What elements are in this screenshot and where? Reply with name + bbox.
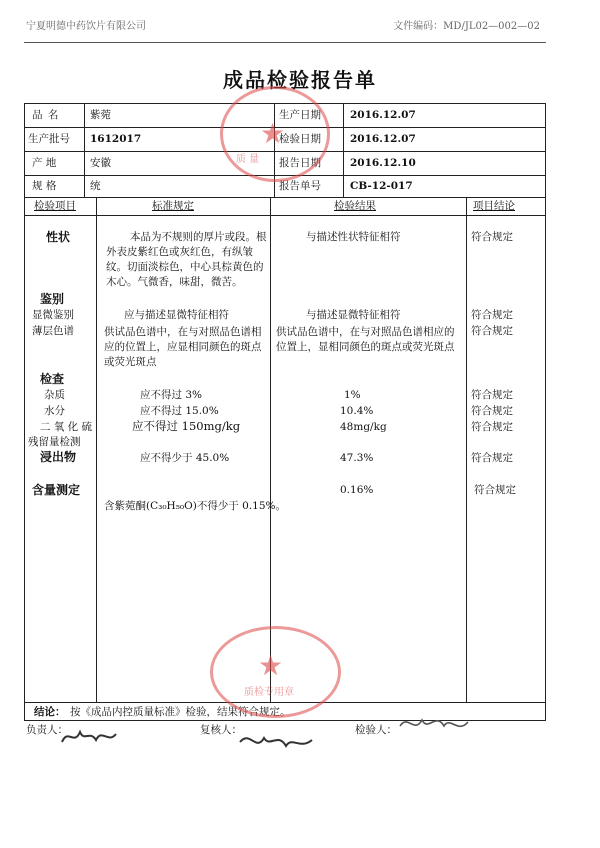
inspector-signature [398,710,470,743]
batch-label: 生产批号 [28,133,70,145]
owner-label: 负责人： [26,724,68,736]
stamp-star-icon: ★ [258,649,284,682]
reviewer-label: 复核人： [200,724,242,736]
batch-value: 1612017 [90,133,142,145]
impurity-label: 杂质 [44,389,65,401]
col-result: 检验结果 [334,200,376,212]
so2-standard: 应不得过 150mg/kg [132,419,241,433]
report-date-value: 2016.12.10 [350,157,416,169]
test-date-value: 2016.12.07 [350,133,416,145]
character-standard: 本品为不规则的厚片或段。根外表皮紫红色或灰红色，有纵皱纹。切面淡棕色，中心具棕黄色的木心。气微香，味甜，微苦。 [106,231,267,288]
spec-value: 统 [90,180,101,192]
extract-result: 47.3% [340,452,374,464]
stamp-star-icon: ★ [260,117,286,150]
inspector-label: 检验人： [355,724,397,736]
tlc-label: 薄层色谱 [32,325,74,337]
prod-date-value: 2016.12.07 [350,109,416,121]
tlc-standard: 供试品色谱中，在与对照品色谱相应的位置上，应显相同颜色的斑点或荧光斑点 [104,326,262,368]
character-label: 性状 [46,230,71,244]
conclusion-text: 按《成品内控质量标准》检验，结果符合规定。 [70,706,291,718]
so2-result: 48mg/kg [340,421,387,433]
name-value: 紫菀 [90,109,111,121]
assay-conclusion: 符合规定 [474,484,516,496]
microscopy-label: 显微鉴别 [32,309,74,321]
check-label: 检查 [40,372,65,386]
report-no-label: 报告单号 [279,180,321,192]
tlc-result: 供试品色谱中，在与对照品色谱相应的位置上，显相同颜色的斑点或荧光斑点 [276,326,455,353]
water-label: 水分 [44,405,65,417]
report-date-label: 报告日期 [279,157,321,169]
tlc-conclusion: 符合规定 [471,325,513,337]
conclusion-label: 结论： [34,706,66,718]
assay-label: 含量测定 [32,483,81,497]
so2-label-line1: 二 氧 化 硫 [40,421,93,433]
col-item: 检验项目 [34,200,76,212]
col-standard: 标准规定 [152,200,194,212]
water-result: 10.4% [340,405,374,417]
so2-conclusion: 符合规定 [471,421,513,433]
identification-label: 鉴别 [40,292,65,306]
assay-result: 0.16% [340,484,374,496]
header-rule [24,42,546,43]
reviewer-signature [238,728,314,759]
name-label: 品 名 [32,109,60,121]
assay-standard: 含紫菀酮(C₃₀H₅₀O)不得少于 0.15%。 [104,500,287,512]
extract-conclusion: 符合规定 [471,452,513,464]
microscopy-result: 与描述显微特征相符 [306,309,401,321]
character-conclusion: 符合规定 [471,231,513,243]
page-title: 成品检验报告单 [223,68,377,92]
microscopy-standard: 应与描述显微特征相符 [124,309,229,321]
so2-label-line2: 残留量检测 [28,436,81,448]
impurity-conclusion: 符合规定 [471,389,513,401]
owner-signature [58,724,120,755]
character-result: 与描述性状特征相符 [306,231,401,243]
test-date-label: 检验日期 [279,133,321,145]
document-code: 文件编码：MD/JL02—002—02 [393,21,540,32]
origin-label: 产 地 [32,157,57,169]
origin-value: 安徽 [90,157,111,169]
prod-date-label: 生产日期 [279,109,321,121]
water-conclusion: 符合规定 [471,405,513,417]
water-standard: 应不得过 15.0% [140,405,219,417]
report-no-value: CB-12-017 [350,180,413,192]
impurity-standard: 应不得过 3% [140,389,202,401]
col-conclusion: 项目结论 [473,200,515,212]
extract-standard: 应不得少于 45.0% [140,452,230,464]
extract-label: 浸出物 [40,450,77,464]
company-header: 宁夏明德中药饮片有限公司 [26,21,146,32]
spec-label: 规 格 [32,180,57,192]
microscopy-conclusion: 符合规定 [471,309,513,321]
impurity-result: 1% [344,389,361,401]
